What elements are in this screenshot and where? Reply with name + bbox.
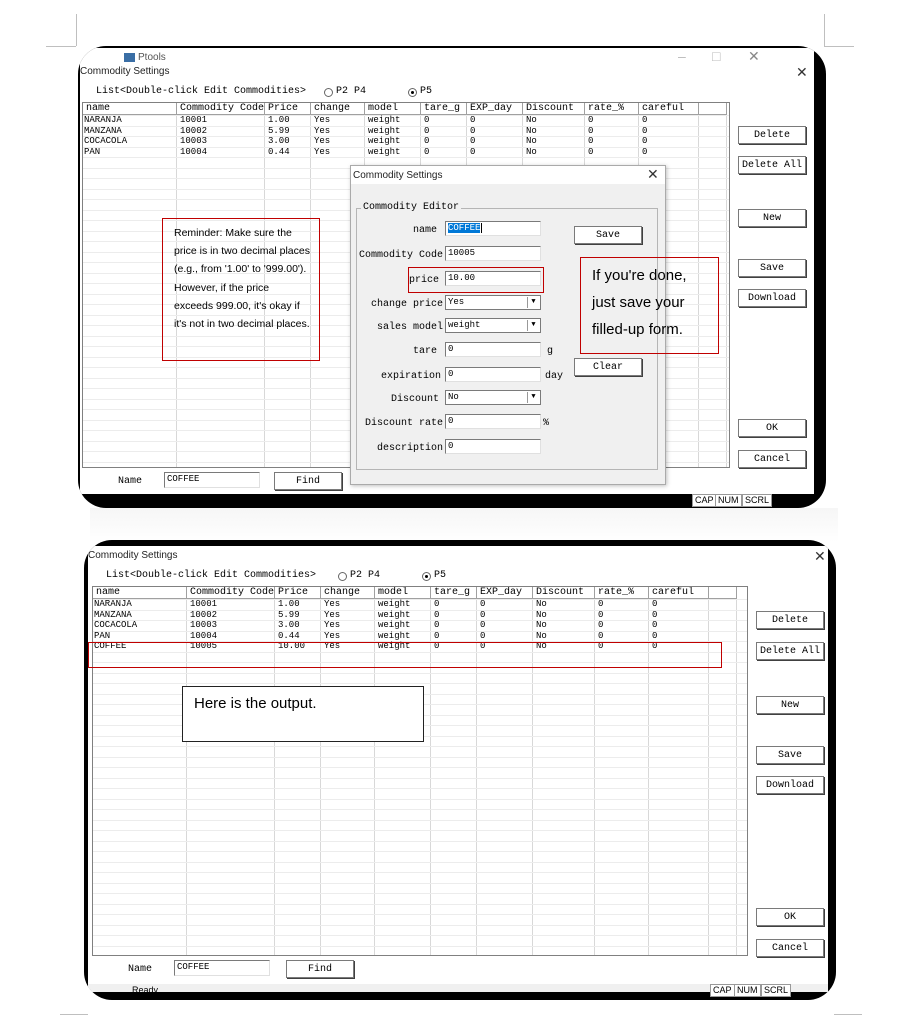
change-price-label: change price xyxy=(371,299,444,310)
price-highlight-box xyxy=(408,267,544,293)
table-cell: 0.44 xyxy=(268,146,290,157)
after-table-cell: 0 xyxy=(480,609,486,620)
after-table-cell: 0 xyxy=(652,641,658,651)
after-table-cell: weight xyxy=(378,630,411,641)
table-cell: COCACOLA xyxy=(84,136,128,146)
after-table-cell: 0 xyxy=(434,630,440,641)
after-table-cell: 0 xyxy=(598,630,604,641)
after-table-cell: PAN xyxy=(94,630,111,641)
after-table-cell: 0 xyxy=(598,641,604,651)
cancel-button-after[interactable]: Cancel xyxy=(756,939,824,957)
after-grid-hline xyxy=(93,788,747,789)
sales-model-select[interactable] xyxy=(445,318,541,333)
after-table-cell: 0 xyxy=(652,630,658,641)
after-table-cell: 1.00 xyxy=(278,599,300,609)
editor-group-label: Commodity Editor xyxy=(363,202,460,213)
ghost-artifact xyxy=(90,508,838,542)
ok-button[interactable]: OK xyxy=(738,419,806,437)
after-table-cell: weight xyxy=(378,599,411,609)
after-table-cell: 0 xyxy=(480,599,486,609)
delete-all-button[interactable]: Delete All xyxy=(738,156,806,174)
reminder-note: Reminder: Make sure the price is in two decimal places (e.g., from '1.00' to '999.00'). However, if the price exceeds 999.00, it's okay if it's not in two decimal places. xyxy=(174,227,310,331)
after-table-cell: 0 xyxy=(480,620,486,630)
done-note: If you're done, just save your filled-up form. xyxy=(592,267,687,338)
find-button-after[interactable]: Find xyxy=(286,960,354,978)
after-table-cell: No xyxy=(536,609,547,620)
output-note: Here is the output. xyxy=(194,695,317,712)
find-button[interactable]: Find xyxy=(274,472,342,490)
table-cell: 3.00 xyxy=(268,136,290,146)
tare-input[interactable]: 0 xyxy=(445,342,541,357)
sales-model-value: weight xyxy=(448,320,481,330)
column-header[interactable]: change xyxy=(311,103,365,115)
column-header[interactable]: name xyxy=(83,103,177,115)
delete-button[interactable]: Delete xyxy=(738,126,806,144)
after-table-cell: Yes xyxy=(324,609,341,620)
app-icon xyxy=(124,53,135,62)
status-ready-after: Ready xyxy=(132,985,159,995)
column-header[interactable]: Discount xyxy=(523,103,585,115)
editor-close-icon[interactable]: ✕ xyxy=(647,166,659,182)
table-cell: 10003 xyxy=(180,136,208,146)
after-table-cell: weight xyxy=(378,609,411,620)
status-num: NUM xyxy=(715,494,742,507)
crop-mark xyxy=(824,14,825,46)
screenshot-after xyxy=(84,540,836,1000)
list-label-after: List<Double-click Edit Commodities> xyxy=(106,570,317,581)
after-column-header[interactable]: tare_g xyxy=(431,587,477,599)
table-cell: 0 xyxy=(642,136,648,146)
table-cell: 0 xyxy=(470,115,476,125)
after-grid-hline xyxy=(93,935,747,936)
search-label: Name xyxy=(118,476,143,487)
after-column-header[interactable]: name xyxy=(93,587,187,599)
table-cell: weight xyxy=(368,146,401,157)
crop-mark xyxy=(46,46,76,47)
table-cell: weight xyxy=(368,136,401,146)
column-header[interactable]: rate_% xyxy=(585,103,639,115)
table-cell: 0 xyxy=(642,146,648,157)
new-button[interactable]: New xyxy=(738,209,806,227)
screenshot-before xyxy=(78,46,826,508)
table-cell: MANZANA xyxy=(84,125,122,136)
after-grid-hline xyxy=(93,841,747,842)
after-grid-hline xyxy=(93,914,747,915)
after-table-cell: 0 xyxy=(652,609,658,620)
after-grid-hline xyxy=(93,746,747,747)
discount-label: Discount xyxy=(391,394,440,405)
editor-save-button[interactable]: Save xyxy=(574,226,642,244)
table-cell: 10004 xyxy=(180,146,208,157)
after-grid-hline xyxy=(93,925,747,926)
code-label: Commodity Code xyxy=(359,250,444,261)
name-label: name xyxy=(413,225,438,236)
crop-mark xyxy=(824,46,854,47)
editor-title: Commodity Settings xyxy=(353,170,443,181)
column-header[interactable]: careful xyxy=(639,103,699,115)
radio-p5-after[interactable] xyxy=(422,572,431,581)
table-cell: 0 xyxy=(642,115,648,125)
after-grid-hline xyxy=(93,893,747,894)
name-input[interactable] xyxy=(445,221,541,236)
after-table-cell: No xyxy=(536,599,547,609)
table-cell: NARANJA xyxy=(84,115,122,125)
after-column-header-filler xyxy=(709,587,737,599)
after-table-cell: 0 xyxy=(598,609,604,620)
table-cell: No xyxy=(526,146,537,157)
name-input-value: COFFEE xyxy=(448,223,481,233)
table-cell: No xyxy=(526,125,537,136)
table-cell: 10002 xyxy=(180,125,208,136)
ok-button-after[interactable]: OK xyxy=(756,908,824,926)
cancel-button[interactable]: Cancel xyxy=(738,450,806,468)
expiration-input[interactable]: 0 xyxy=(445,367,541,382)
expiration-label: expiration xyxy=(381,371,442,382)
after-table-cell: 0 xyxy=(434,641,440,651)
table-cell: 0 xyxy=(470,136,476,146)
table-cell: 0 xyxy=(424,125,430,136)
after-table-cell: 0.44 xyxy=(278,630,300,641)
search-input-after[interactable]: COFFEE xyxy=(174,960,270,976)
table-cell: 0 xyxy=(588,136,594,146)
window-close-icon[interactable]: ✕ xyxy=(796,64,808,80)
after-column-header[interactable]: careful xyxy=(649,587,709,599)
tare-unit: g xyxy=(547,346,554,357)
save-button-after[interactable]: Save xyxy=(756,746,824,764)
after-table-cell: No xyxy=(536,630,547,641)
delete-all-button-after[interactable]: Delete All xyxy=(756,642,824,660)
after-grid-hline xyxy=(93,883,747,884)
after-table-cell: MANZANA xyxy=(94,609,132,620)
table-cell: 0 xyxy=(588,115,594,125)
status-scrl: SCRL xyxy=(742,494,772,507)
radio-p5-label: P5 xyxy=(420,86,433,97)
after-table-cell: Yes xyxy=(324,641,341,651)
change-price-value: Yes xyxy=(448,297,465,307)
crop-mark xyxy=(76,14,77,46)
after-grid-hline xyxy=(93,820,747,821)
window-title-after: Commodity Settings xyxy=(88,550,178,561)
table-cell: No xyxy=(526,136,537,146)
crop-mark xyxy=(60,1014,88,1015)
after-grid-hline xyxy=(93,851,747,852)
after-table-cell: 0 xyxy=(434,609,440,620)
after-grid-hline xyxy=(93,904,747,905)
after-table-cell: 10.00 xyxy=(278,641,306,651)
description-input[interactable]: 0 xyxy=(445,439,541,454)
window-title: Commodity Settings xyxy=(80,66,170,77)
after-table-cell: Yes xyxy=(324,599,341,609)
after-table-cell: Yes xyxy=(324,630,341,641)
app-title: Ptools xyxy=(124,52,166,63)
after-table-cell: NARANJA xyxy=(94,599,132,609)
discount-rate-label: Discount rate xyxy=(365,418,444,429)
after-table-cell: 10002 xyxy=(190,609,218,620)
after-grid-hline xyxy=(93,862,747,863)
after-grid-hline xyxy=(93,673,747,674)
chevron-down-icon: ▼ xyxy=(527,320,539,331)
after-grid-hline xyxy=(93,799,747,800)
search-input[interactable]: COFFEE xyxy=(164,472,260,488)
window-close-icon-after[interactable]: ✕ xyxy=(814,548,826,564)
after-grid-hline xyxy=(93,946,747,947)
status-cap: CAP xyxy=(692,494,717,507)
discount-rate-input[interactable]: 0 xyxy=(445,414,541,429)
app-maximize-icon[interactable]: □ xyxy=(712,48,721,64)
save-button[interactable]: Save xyxy=(738,259,806,277)
table-cell: 10001 xyxy=(180,115,208,125)
after-table-cell: 10004 xyxy=(190,630,218,641)
new-button-after[interactable]: New xyxy=(756,696,824,714)
after-grid-hline xyxy=(93,757,747,758)
app-minimize-icon[interactable]: – xyxy=(678,48,686,64)
change-price-select[interactable] xyxy=(445,295,541,310)
download-button[interactable]: Download xyxy=(738,289,806,307)
column-header[interactable]: Commodity Code xyxy=(177,103,265,115)
description-label: description xyxy=(377,443,444,454)
table-cell: 0 xyxy=(588,125,594,136)
column-header[interactable]: model xyxy=(365,103,421,115)
main-window xyxy=(80,48,814,494)
after-table-cell: 10005 xyxy=(190,641,218,651)
after-table-cell: 10001 xyxy=(190,599,218,609)
table-cell: 0 xyxy=(470,146,476,157)
grid-hline xyxy=(83,157,729,158)
column-header[interactable]: EXP_day xyxy=(467,103,523,115)
column-header-filler xyxy=(699,103,727,115)
sales-model-label: sales model xyxy=(377,322,444,333)
after-column-header[interactable]: model xyxy=(375,587,431,599)
radio-p5-label-after: P5 xyxy=(434,570,447,581)
after-table-cell: 0 xyxy=(598,620,604,630)
list-label: List<Double-click Edit Commodities> xyxy=(96,86,307,97)
after-table-cell: 0 xyxy=(598,599,604,609)
after-grid-hline xyxy=(93,778,747,779)
discount-rate-unit: % xyxy=(543,418,550,429)
after-table-cell: 0 xyxy=(652,599,658,609)
status-scrl-after: SCRL xyxy=(761,984,791,997)
after-grid-hline xyxy=(93,872,747,873)
table-cell: 0 xyxy=(588,146,594,157)
after-table-cell: COCACOLA xyxy=(94,620,138,630)
table-cell: Yes xyxy=(314,136,331,146)
after-column-header[interactable]: Commodity Code xyxy=(187,587,275,599)
after-grid-hline xyxy=(93,683,747,684)
after-table-cell: 0 xyxy=(480,630,486,641)
status-cap-after: CAP xyxy=(710,984,735,997)
download-button-after[interactable]: Download xyxy=(756,776,824,794)
radio-p2p4-label-after: P2 P4 xyxy=(350,570,381,581)
after-table-cell: No xyxy=(536,620,547,630)
radio-p2p4-label: P2 P4 xyxy=(336,86,367,97)
column-header[interactable]: Price xyxy=(265,103,311,115)
table-cell: Yes xyxy=(314,125,331,136)
after-column-header[interactable]: EXP_day xyxy=(477,587,533,599)
after-table-cell: 0 xyxy=(434,620,440,630)
price-input[interactable]: 10.00 xyxy=(445,271,541,286)
main-window-after xyxy=(88,546,828,992)
table-cell: 0 xyxy=(424,115,430,125)
after-column-header[interactable]: Discount xyxy=(533,587,595,599)
radio-p5[interactable] xyxy=(408,88,417,97)
after-table-cell: weight xyxy=(378,620,411,630)
after-column-header[interactable]: rate_% xyxy=(595,587,649,599)
table-cell: Yes xyxy=(314,146,331,157)
table-cell: 5.99 xyxy=(268,125,290,136)
table-cell: No xyxy=(526,115,537,125)
status-ready: Ready xyxy=(122,495,149,505)
discount-value: No xyxy=(448,392,459,402)
after-table-cell: COFFEE xyxy=(94,641,127,651)
after-column-header[interactable]: Price xyxy=(275,587,321,599)
after-table-cell: 5.99 xyxy=(278,609,300,620)
status-num-after: NUM xyxy=(734,984,761,997)
crop-mark xyxy=(834,1014,862,1015)
delete-button-after[interactable]: Delete xyxy=(756,611,824,629)
after-grid-hline xyxy=(93,830,747,831)
column-header[interactable]: tare_g xyxy=(421,103,467,115)
table-cell: 0 xyxy=(424,136,430,146)
after-table-cell: weight xyxy=(378,641,411,651)
tare-label: tare xyxy=(413,346,438,357)
table-cell: 0 xyxy=(642,125,648,136)
after-table-cell: 10003 xyxy=(190,620,218,630)
table-cell: 0 xyxy=(424,146,430,157)
output-row-highlight xyxy=(88,642,722,668)
after-table-cell: 0 xyxy=(480,641,486,651)
after-table-cell: 0 xyxy=(434,599,440,609)
table-cell: 1.00 xyxy=(268,115,290,125)
table-cell: PAN xyxy=(84,146,101,157)
code-input[interactable]: 10005 xyxy=(445,246,541,261)
discount-select[interactable] xyxy=(445,390,541,405)
chevron-down-icon: ▼ xyxy=(527,297,539,308)
table-cell: 0 xyxy=(470,125,476,136)
after-column-header[interactable]: change xyxy=(321,587,375,599)
expiration-unit: day xyxy=(545,371,564,382)
editor-clear-button[interactable]: Clear xyxy=(574,358,642,376)
table-cell: weight xyxy=(368,125,401,136)
chevron-down-icon: ▼ xyxy=(527,392,539,403)
after-table-cell: 0 xyxy=(652,620,658,630)
app-close-icon[interactable]: ✕ xyxy=(748,48,760,64)
radio-p2p4[interactable] xyxy=(324,88,333,97)
price-label: price xyxy=(409,275,440,286)
after-table-cell: Yes xyxy=(324,620,341,630)
radio-p2p4-after[interactable] xyxy=(338,572,347,581)
after-grid-hline xyxy=(93,767,747,768)
table-cell: Yes xyxy=(314,115,331,125)
after-table-cell: 3.00 xyxy=(278,620,300,630)
after-table-cell: No xyxy=(536,641,547,651)
table-cell: weight xyxy=(368,115,401,125)
after-grid-hline xyxy=(93,809,747,810)
search-label-after: Name xyxy=(128,964,153,975)
